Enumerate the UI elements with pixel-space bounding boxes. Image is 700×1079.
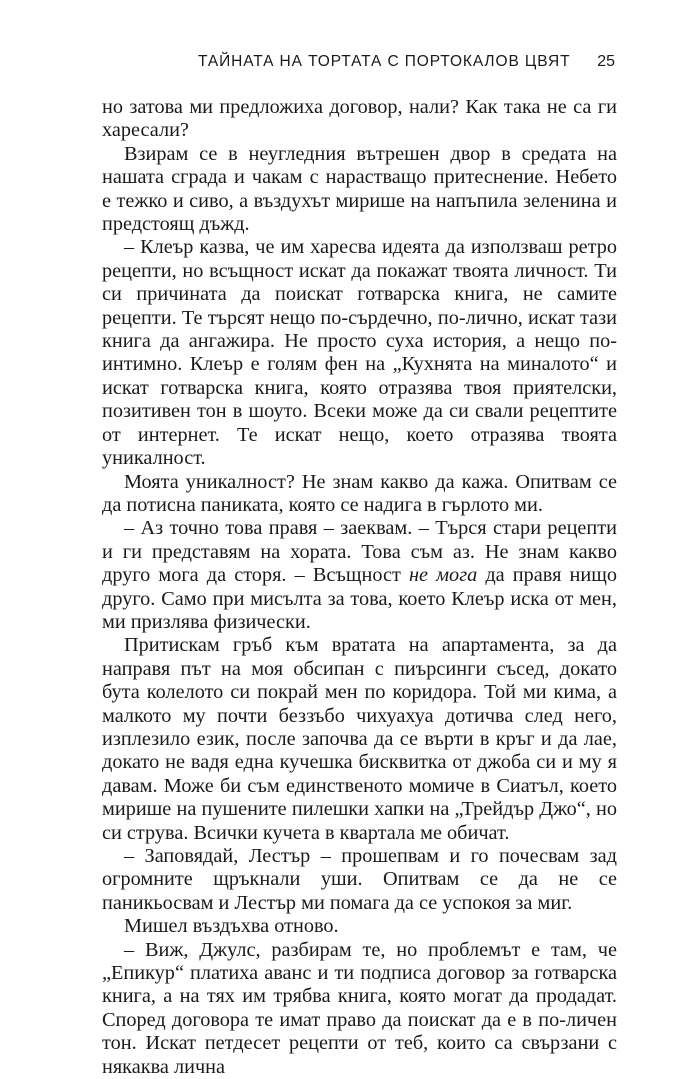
paragraph-text: да правя нищо друго. Само при мисълта за това, което Клеър иска от мен, ми призлява физически. (102, 564, 617, 633)
emphasis-text: не мога (408, 564, 478, 587)
paragraph: Взирам се в неугледния вътрешен двор в средата на нашата сграда и чакам с нарастващо притеснение. Небето е тежко и сиво, а въздухът мирише на напъпила зеленина и предстоящ дъжд. (102, 142, 617, 236)
running-title: ТАЙНАТА НА ТОРТАТА С ПОРТОКАЛОВ ЦВЯТ (198, 53, 571, 70)
paragraph: Притискам гръб към вратата на апартамента, за да направя път на моя обсипан с пиърсинги съсед, докато бута колелото си покрай мен по коридора. Той ми кима, а малкото му почти беззъбо чихуахуа дотичва след него, изплезило език, после започва да се върти в кръг и да лае, докато не вадя една кучешка бисквитка от джоба си и му я давам. Може би съм единственото момиче в Сиатъл, което мирише на пушените пилешки хапки на „Трейдър Джо“, но си струва. Всички кучета в квартала ме обичат. (102, 634, 617, 844)
paragraph: – Клеър казва, че им харесва идеята да използваш ретро рецепти, но всъщност искат да покажат твоята личност. Ти си причината да поискат готварска книга, не самите рецепти. Те търсят нещо по-сърдечно, по-лично, искат тази книга да ангажира. Не просто суха история, а нещо по-интимно. Клеър е голям фен на „Кухнята на миналото“ и искат готварска книга, която отразява твоя приятелски, позитивен тон в шоуто. Всеки може да си свали рецептите от интернет. Те искат нещо, което отразява твоята уникалност. (102, 236, 617, 470)
paragraph (102, 517, 617, 634)
body-text (102, 96, 617, 1079)
paragraph: – Виж, Джулс, разбирам те, но проблемът е там, че „Епикур“ платиха аванс и ти подписа договор за готварска книга, а на тях им трябва книга, която могат да продадат. Според договора те имат право да поискат да е в по-личен тон. Искат петдесет рецепти от теб, които са свързани с някаква лична (102, 938, 617, 1078)
paragraph-text: – Аз точно това правя – заеквам. – Търся стари рецепти и ги представям на хората. Това съм аз. Не знам какво друго мога да сторя. – Всъщност (102, 517, 617, 587)
page-number: 25 (597, 53, 615, 70)
page-header (0, 53, 700, 77)
paragraph: Мишел въздъхва отново. (124, 915, 339, 938)
paragraph: – Заповядай, Лестър – прошепвам и го почесвам зад огромните щръкнали уши. Опитвам се да не се паникьосвам и Лестър ми помага да се успокоя за миг. (102, 845, 617, 914)
paragraph: Моята уникалност? Не знам какво да кажа. Опитвам се да потисна паниката, която се надига в гърлото ми. (102, 470, 617, 516)
paragraph: но затова ми предложиха договор, нали? Как така не са ги харесали? (102, 96, 617, 142)
